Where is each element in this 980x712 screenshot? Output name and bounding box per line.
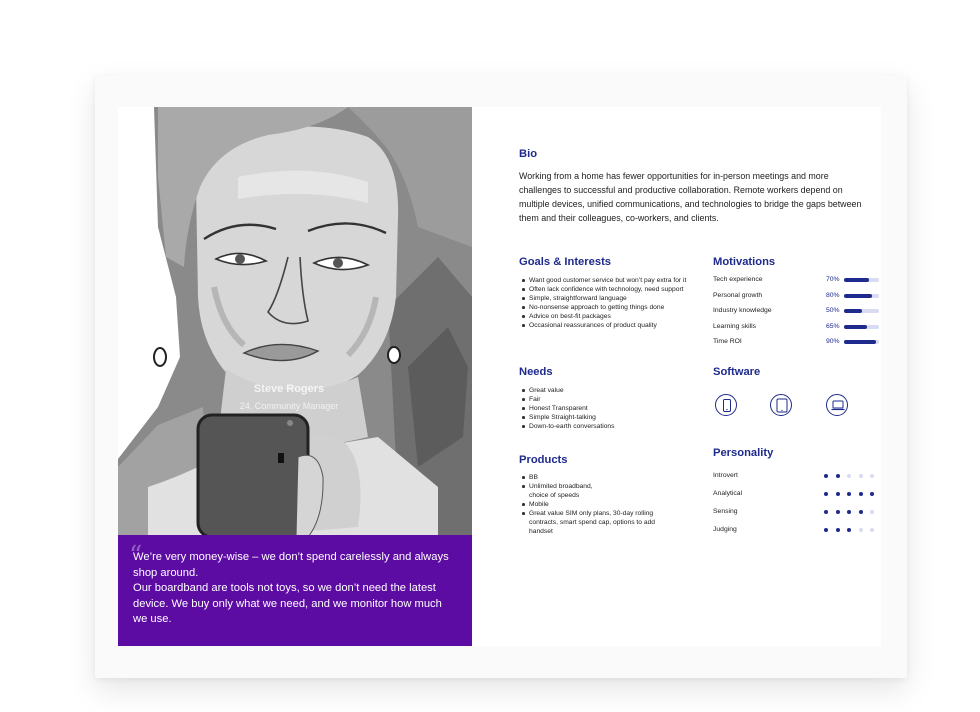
persona-card [118,107,881,646]
personality-dot [859,474,863,478]
motivation-fill [844,294,872,298]
motivation-track [844,340,879,344]
personality-dot [836,492,840,496]
motivations-title: Motivations [713,256,776,268]
bio-title: Bio [519,148,538,160]
motivation-track [844,278,879,282]
personality-dot [870,528,874,532]
list-item: Mobile [519,500,679,509]
persona-portrait [118,107,472,537]
personality-dot [824,474,828,478]
personality-dot [847,492,851,496]
persona-name: Steve Rogers [253,383,325,395]
list-item: Simple, straightforward language [519,294,694,303]
personality-dot [836,474,840,478]
motivation-value: 90% [826,338,840,345]
quote-text: We’re very money-wise – we don’t spend carelessly and always shop around. Our boardband are tools not toys, so we don’t need the latest device. We buy only what we need, and we monitor how much we use. [133,551,449,626]
personality-dot [859,528,863,532]
personality-label: Sensing [713,508,738,515]
goals-list [519,276,694,330]
motivation-track [844,325,879,329]
list-item: Often lack confidence with technology, need support [519,285,694,294]
personality-row [713,525,881,537]
personality-dot [847,510,851,514]
quote-box [118,535,472,646]
personality-dot [847,528,851,532]
personality-dot [870,492,874,496]
motivation-fill [844,278,869,282]
motivation-value: 80% [826,291,840,299]
list-item: Fair [519,395,694,404]
needs-title: Needs [519,366,553,378]
quote-mark: “ [129,541,143,571]
personality-dot [824,492,828,496]
personality-label: Introvert [713,472,738,479]
personality-dot [824,528,828,532]
motivation-row [713,322,881,334]
list-item: Unlimited broadband, choice of speeds [519,482,679,500]
motivation-label: Tech experience [713,276,763,283]
list-item: Great value SIM only plans, 30-day rolling contracts, smart spend cap, options to add handset [519,509,679,536]
list-item: Want good customer service but won’t pay extra for it [519,276,694,285]
laptop-icon [826,394,848,416]
motivation-row [713,291,881,303]
list-item: No-nonsense approach to getting things done [519,303,694,312]
personality-dot [859,510,863,514]
smartphone-icon [715,394,737,416]
personality-dot [824,510,828,514]
list-item: Occasional reassurances of product quality [519,321,694,330]
motivation-fill [844,340,876,344]
motivation-row [713,275,881,287]
motivation-row [713,337,881,349]
motivation-value: 65% [826,322,840,330]
personality-row [713,507,881,519]
motivation-fill [844,325,867,329]
motivation-value: 70% [826,276,840,283]
personality-dot [847,474,851,478]
list-item: Great value [519,386,694,395]
motivation-value: 50% [826,307,840,314]
goals-title: Goals & Interests [519,256,612,268]
motivation-track [844,309,879,313]
list-item: Down-to-earth conversations [519,422,694,431]
products-list [519,473,679,536]
motivation-label: Learning skills [713,322,757,330]
list-item: Advice on best-fit packages [519,312,694,321]
motivation-label: Personal growth [713,291,763,299]
personality-dot [859,492,863,496]
motivation-label: Time ROI [713,338,742,345]
personality-label: Judging [713,526,737,533]
products-title: Products [519,454,568,466]
software-title: Software [713,366,761,378]
personality-title: Personality [713,447,774,459]
personality-row [713,471,881,483]
motivation-row [713,306,881,318]
list-item: Honest Transparent [519,404,694,413]
personality-dot [870,510,874,514]
needs-list [519,386,694,431]
motivation-track [844,294,879,298]
motivation-fill [844,309,862,313]
bio-text: Working from a home has fewer opportunities for in-person meetings and more challenges to successful and productive collaboration. Remote workers depend on multiple devices, unified communications, and technologies to bridge the gaps between them and their colleagues, co-workers, and clients. [519,171,862,223]
list-item: Simple Straight-talking [519,413,694,422]
personality-dot [870,474,874,478]
persona-role: 24, Community Manager [239,401,339,411]
personality-dot [836,510,840,514]
motivation-label: Industry knowledge [713,307,772,314]
personality-row [713,489,881,501]
list-item: BB [519,473,679,482]
personality-dot [836,528,840,532]
personality-label: Analytical [713,490,743,497]
tablet-icon [770,394,792,416]
